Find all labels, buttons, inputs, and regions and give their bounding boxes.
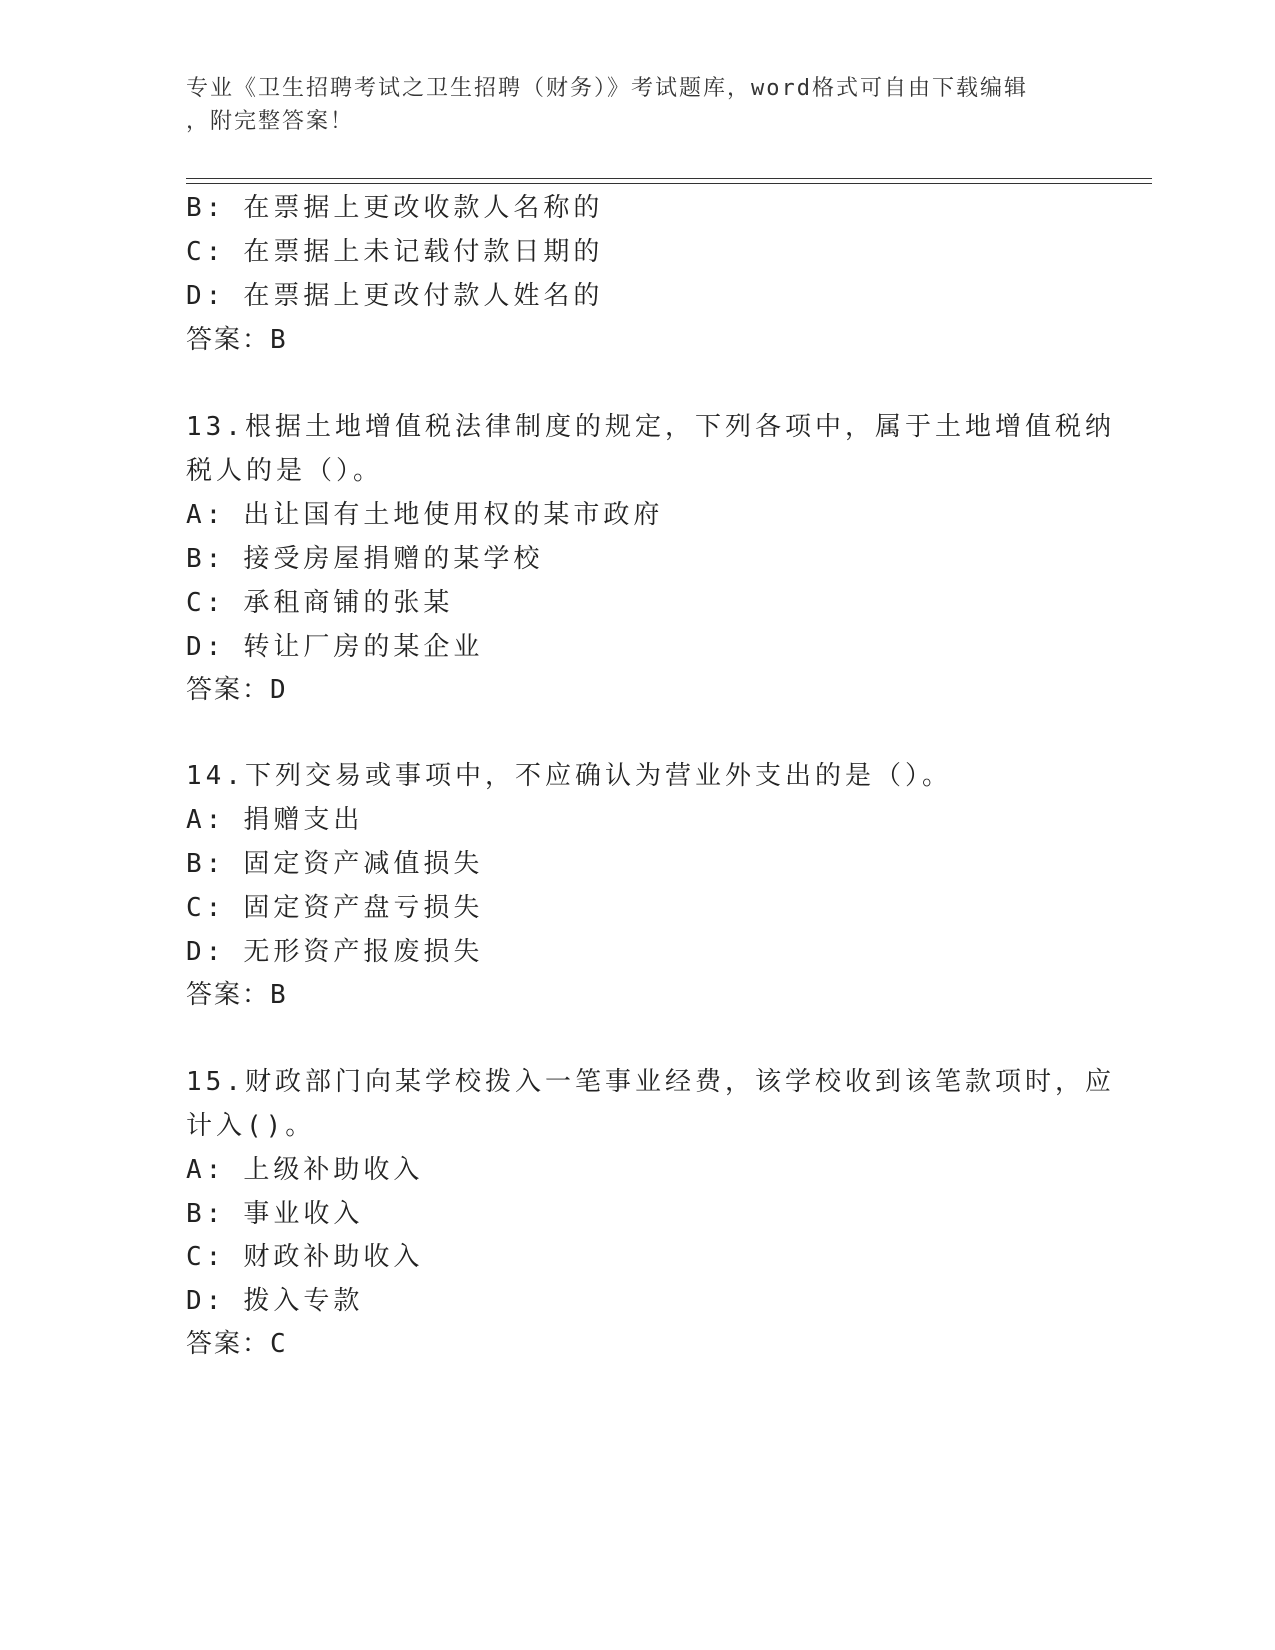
- q15-option-c: C: 财政补助收入: [186, 1242, 424, 1272]
- q12-option-b: B: 在票据上更改收款人名称的: [186, 193, 604, 223]
- q15-answer: 答案：C: [186, 1329, 288, 1359]
- q14-question-line-1: 14.下列交易或事项中，不应确认为营业外支出的是（）。: [186, 761, 952, 791]
- q13-question-line-2: 税人的是（）。: [186, 456, 384, 486]
- q13-option-c: C: 承租商铺的张某: [186, 588, 454, 618]
- document-header: [186, 72, 1086, 138]
- q13-answer: 答案：D: [186, 675, 288, 705]
- header-divider-bottom: [186, 183, 1152, 184]
- q12-option-c: C: 在票据上未记载付款日期的: [186, 237, 604, 267]
- q14-answer: 答案：B: [186, 980, 288, 1010]
- header-line-1: 专业《卫生招聘考试之卫生招聘（财务）》考试题库，word格式可自由下载编辑: [186, 76, 1028, 101]
- header-divider-top: [186, 178, 1152, 179]
- q15-option-d: D: 拨入专款: [186, 1286, 364, 1316]
- q13-option-d: D: 转让厂房的某企业: [186, 632, 484, 662]
- q15-option-b: B: 事业收入: [186, 1199, 364, 1229]
- q15-question-line-2: 计入()。: [186, 1111, 316, 1141]
- q13-option-b: B: 接受房屋捐赠的某学校: [186, 544, 544, 574]
- header-line-2: ，附完整答案！: [186, 109, 355, 134]
- q12-answer: 答案：B: [186, 325, 288, 355]
- q14-option-b: B: 固定资产减值损失: [186, 849, 484, 879]
- q12-option-d: D: 在票据上更改付款人姓名的: [186, 281, 604, 311]
- q13-question-line-1: 13.根据土地增值税法律制度的规定，下列各项中，属于土地增值税纳: [186, 412, 1115, 442]
- q14-option-c: C: 固定资产盘亏损失: [186, 893, 484, 923]
- q14-option-d: D: 无形资产报废损失: [186, 937, 484, 967]
- q14-option-a: A: 捐赠支出: [186, 805, 364, 835]
- q15-question-line-1: 15.财政部门向某学校拨入一笔事业经费，该学校收到该笔款项时，应: [186, 1067, 1115, 1097]
- q13-option-a: A: 出让国有土地使用权的某市政府: [186, 500, 664, 530]
- q15-option-a: A: 上级补助收入: [186, 1155, 424, 1185]
